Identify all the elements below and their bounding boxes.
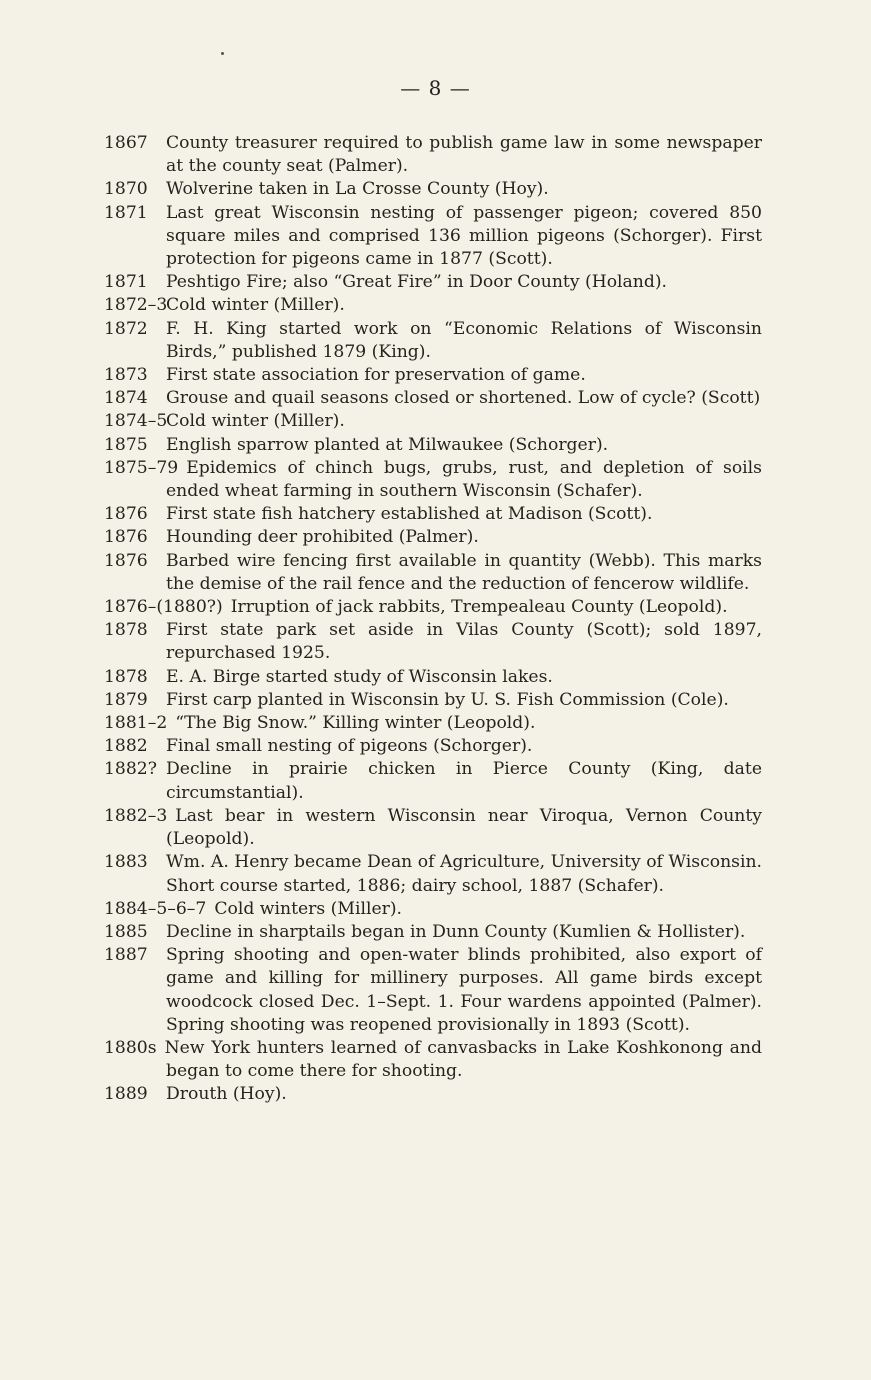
entry-year: 1875 — [104, 434, 148, 455]
entry-year: 1870 — [104, 179, 148, 200]
entry-text: Cold winter (Miller). — [166, 295, 345, 316]
chronology-entry — [104, 202, 762, 272]
chronology-entry — [104, 666, 762, 689]
entry-text: Epidemics of chinch bugs, grubs, rust, and depletion of soils ended wheat farming in southern Wisconsin (Schafer). — [166, 457, 762, 502]
entry-year: 1874 — [104, 388, 148, 409]
chronology-entry — [104, 805, 762, 851]
entry-text: Decline in prairie chicken in Pierce County (King, date circumstantial). — [166, 759, 762, 803]
chronology-entry — [104, 364, 762, 387]
entry-year: 1876 — [104, 550, 148, 571]
chronology-entry — [104, 271, 762, 294]
chronology-entry — [104, 596, 762, 619]
chronology-entry — [104, 410, 762, 433]
chronology-entry — [104, 178, 762, 201]
chronology-entry — [104, 712, 762, 735]
entry-year: 1871 — [104, 272, 148, 293]
entry-text: Grouse and quail seasons closed or shortened. Low of cycle? (Scott) — [166, 388, 761, 409]
entry-text: Barbed wire fencing first available in quantity (Webb). This marks the demise of the rail fence and the reduction of fencerow wildlife. — [166, 550, 762, 594]
entry-text: First state park set aside in Vilas County (Scott); sold 1897, repurchased 1925. — [166, 620, 762, 664]
entry-text: Last bear in western Wisconsin near Viroqua, Vernon County (Leopold). — [166, 805, 762, 850]
entry-text: Cold winters (Miller). — [214, 898, 402, 919]
chronology-entry — [104, 294, 762, 317]
entry-year: 1880s — [104, 1037, 157, 1058]
entry-text: Wm. A. Henry became Dean of Agriculture, University of Wisconsin. Short course started, 1886; dairy school, 1887 (Schafer). — [166, 852, 762, 896]
entry-text: Irruption of jack rabbits, Trempealeau County (Leopold). — [230, 597, 728, 618]
entry-text: Hounding deer prohibited (Palmer). — [166, 527, 479, 548]
entry-text: English sparrow planted at Milwaukee (Schorger). — [166, 434, 609, 455]
entry-text: F. H. King started work on “Economic Relations of Wisconsin Birds,” published 1879 (King). — [166, 318, 762, 362]
page-number: — 8 — — [400, 76, 471, 100]
entry-year: 1878 — [104, 666, 148, 687]
entry-text: Final small nesting of pigeons (Schorger). — [166, 736, 533, 757]
chronology-entry — [104, 944, 762, 1037]
entry-year: 1871 — [104, 202, 148, 223]
entry-year: 1881–2 — [104, 713, 168, 734]
entry-year: 1885 — [104, 921, 148, 942]
chronology-list — [104, 132, 762, 1107]
entry-year: 1876–(1880?) — [104, 597, 223, 618]
entry-text: “The Big Snow.” Killing winter (Leopold). — [175, 713, 536, 734]
entry-text: Drouth (Hoy). — [166, 1084, 287, 1105]
entry-text: Decline in sharptails began in Dunn County (Kumlien & Hollister). — [166, 921, 746, 942]
chronology-entry — [104, 735, 762, 758]
chronology-entry — [104, 898, 762, 921]
chronology-entry — [104, 132, 762, 178]
entry-year: 1867 — [104, 133, 148, 153]
entry-text: First state association for preservation of game. — [166, 365, 586, 386]
entry-text: Peshtigo Fire; also “Great Fire” in Door County (Holand). — [166, 272, 668, 293]
printed-dot — [221, 52, 224, 55]
chronology-entry — [104, 434, 762, 457]
entry-year: 1872–3 — [104, 295, 168, 316]
chronology-entry — [104, 851, 762, 897]
entry-text: County treasurer required to publish game law in some newspaper at the county seat (Palmer). — [166, 133, 762, 177]
entry-text: First carp planted in Wisconsin by U. S. Fish Commission (Cole). — [166, 689, 729, 710]
entry-year: 1884–5–6–7 — [104, 898, 207, 919]
entry-year: 1883 — [104, 852, 148, 873]
entry-year: 1876 — [104, 504, 148, 525]
chronology-entry — [104, 387, 762, 410]
chronology-entry — [104, 503, 762, 526]
entry-year: 1879 — [104, 689, 148, 710]
chronology-entry — [104, 550, 762, 596]
chronology-entry — [104, 758, 762, 804]
entry-year: 1878 — [104, 620, 148, 641]
chronology-entry — [104, 318, 762, 364]
entry-year: 1873 — [104, 365, 148, 386]
entry-text: Wolverine taken in La Crosse County (Hoy). — [166, 179, 549, 200]
entry-year: 1889 — [104, 1084, 148, 1105]
chronology-entry — [104, 689, 762, 712]
chronology-entry — [104, 1083, 762, 1106]
entry-text: First state fish hatchery established at Madison (Scott). — [166, 504, 653, 525]
entry-year: 1882–3 — [104, 805, 168, 826]
entry-year: 1876 — [104, 527, 148, 548]
entry-year: 1874–5 — [104, 411, 168, 432]
entry-year: 1875–79 — [104, 457, 179, 478]
entry-year: 1882? — [104, 759, 157, 780]
chronology-entry — [104, 619, 762, 665]
entry-text: E. A. Birge started study of Wisconsin lakes. — [166, 666, 553, 687]
entry-text: Cold winter (Miller). — [166, 411, 345, 432]
entry-year: 1887 — [104, 945, 148, 966]
entry-text: Last great Wisconsin nesting of passenger pigeon; covered 850 square miles and comprised 136 million pigeons (Schorger). First protection for pigeons came in 1877 (Scott). — [166, 202, 762, 270]
chronology-entry — [104, 457, 762, 503]
entry-text: Spring shooting and open-water blinds prohibited, also export of game and killing for millinery purposes. All game birds except woodcock closed Dec. 1–Sept. 1. Four wardens appointed (Palmer). Spring shooting was reopened provisionally in 1893 (Scott). — [166, 945, 762, 1035]
chronology-entry — [104, 1037, 762, 1083]
chronology-entry — [104, 526, 762, 549]
chronology-entry — [104, 921, 762, 944]
entry-year: 1882 — [104, 736, 148, 757]
entry-year: 1872 — [104, 318, 148, 339]
entry-text: New York hunters learned of canvasbacks in Lake Koshkonong and began to come there for shooting. — [164, 1037, 762, 1082]
